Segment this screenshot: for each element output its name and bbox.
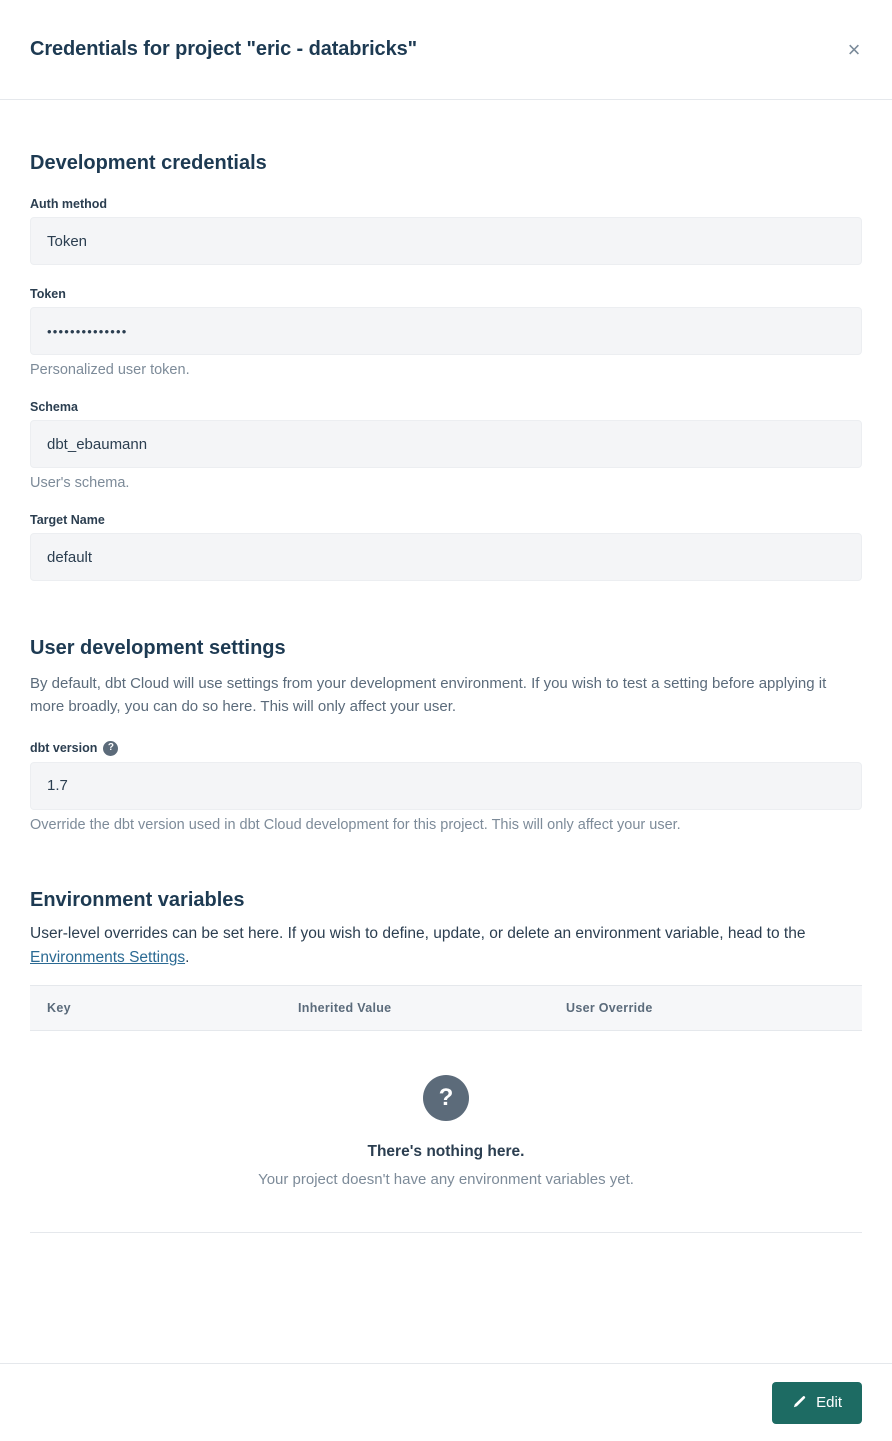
edit-button-label: Edit — [816, 1394, 842, 1411]
close-icon[interactable]: × — [838, 34, 870, 66]
question-mark-icon: ? — [423, 1075, 469, 1121]
development-credentials-section — [30, 100, 862, 581]
target-name-input[interactable]: default — [30, 533, 862, 581]
schema-input[interactable]: dbt_ebaumann — [30, 420, 862, 468]
environment-variables-table — [30, 985, 862, 1233]
column-header-user-override: User Override — [566, 1001, 653, 1016]
field-label-dbt-version — [30, 741, 862, 756]
field-token — [30, 287, 862, 378]
pencil-icon — [792, 1395, 807, 1410]
environments-settings-link[interactable]: Environments Settings — [30, 949, 186, 967]
modal-footer — [0, 1363, 892, 1441]
env-desc-before: User-level overrides can be set here. If you wish to define, update, or delete an environment variable, head to the — [30, 924, 806, 942]
field-dbt-version — [30, 741, 862, 833]
user-development-settings-heading: User development settings — [30, 637, 286, 659]
env-desc-after: . — [185, 949, 190, 967]
field-label-token: Token — [30, 287, 66, 301]
edit-button[interactable] — [772, 1382, 862, 1424]
column-header-inherited-value: Inherited Value — [298, 1001, 392, 1016]
dbt-version-input[interactable]: 1.7 — [30, 762, 862, 810]
token-input[interactable]: •••••••••••••• — [30, 307, 862, 355]
schema-help-text: User's schema. — [30, 475, 130, 491]
environment-variables-section — [30, 833, 862, 1234]
question-mark-icon[interactable]: ? — [103, 741, 118, 756]
environment-variables-heading: Environment variables — [30, 888, 245, 911]
field-label-schema: Schema — [30, 400, 78, 414]
user-development-settings-section — [30, 581, 862, 833]
dbt-version-help-text: Override the dbt version used in dbt Cloud development for this project. This will only affect your user. — [30, 816, 681, 833]
development-credentials-heading: Development credentials — [30, 152, 267, 174]
field-auth-method — [30, 197, 862, 265]
dbt-version-label-text: dbt version — [30, 741, 98, 755]
field-label-target-name: Target Name — [30, 513, 105, 527]
empty-state — [30, 1031, 862, 1218]
field-target-name — [30, 513, 862, 581]
field-label-auth-method: Auth method — [30, 197, 108, 211]
environment-variables-description — [30, 922, 840, 972]
page-title: Credentials for project "eric - databricks" — [30, 38, 418, 60]
empty-state-title: There's nothing here. — [367, 1143, 525, 1161]
modal-body — [0, 100, 892, 1363]
column-header-key: Key — [47, 1001, 71, 1016]
empty-state-subtitle: Your project doesn't have any environment variables yet. — [258, 1171, 634, 1189]
table-bottom-divider — [30, 1232, 862, 1233]
token-help-text: Personalized user token. — [30, 362, 190, 378]
user-development-settings-description: By default, dbt Cloud will use settings from your development environment. If you wish to test a setting before applying it more broadly, you can do so here. This will only affect your user. — [30, 675, 827, 716]
modal-header — [0, 0, 892, 100]
field-schema — [30, 400, 862, 491]
auth-method-input[interactable]: Token — [30, 217, 862, 265]
table-header-row — [30, 985, 862, 1031]
